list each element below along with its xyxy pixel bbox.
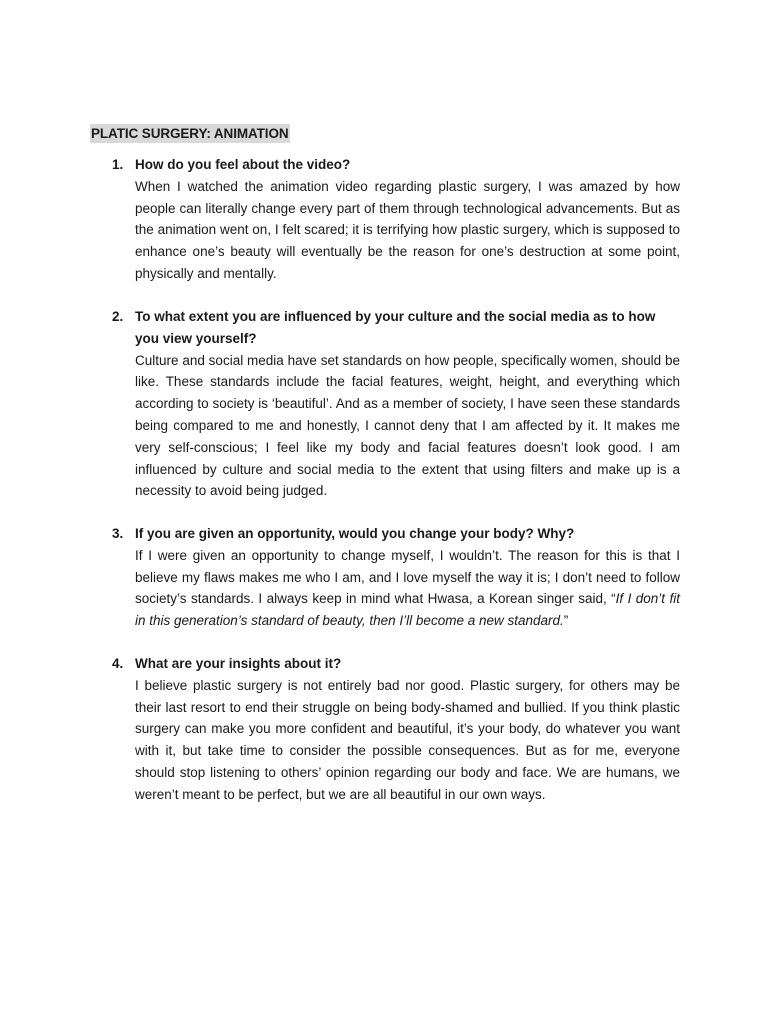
question-number: 4. [112,656,124,671]
answer-text-lead: If I were given an opportunity to change myself, I wouldn’t. The reason for this is that I believe my flaws makes me who I am, and I love myself the way it is; I don’t need to follow society’s standards. I always keep in mind what Hwasa, a Korean singer said, “ [135,547,680,607]
answer-text: I believe plastic surgery is not entirely bad nor good. Plastic surgery, for others may be their last resort to end their struggle on being body-shamed and bullied. If you think plastic surgery can make you more confident and beautiful, it’s your body, do whatever you want with it, but take time to consider the possible consequences. But as for me, everyone should stop listening to others’ opinion regarding our body and face. We are humans, we weren’t meant to be perfect, but we are all beautiful in our own ways. [135,677,680,802]
question-item-1 [108,154,680,285]
document-title: PLATIC SURGERY: ANIMATION [91,126,289,141]
question-text: To what extent you are influenced by your culture and the social media as to how you view yourself? [135,309,656,346]
question-item-3 [108,523,680,632]
question-number: 3. [112,526,124,541]
question-number: 1. [112,157,124,172]
answer-quote: If I don’t fit in this generation’s standard of beauty, then I’ll become a new standard. [135,591,680,629]
question-text: What are your insights about it? [135,656,342,671]
answer-text: Culture and social media have set standards on how people, specifically women, should be like. These standards include the facial features, weight, height, and everything which according to society is ‘beautiful’. And as a member of society, I have seen these standards being compared to me and honestly, I cannot deny that I am affected by it. It makes me very self-conscious; I feel like my body and facial features doesn’t look good. I am influenced by culture and social media to the extent that using filters and make up is a necessity to avoid being judged. [135,352,680,499]
question-text: If you are given an opportunity, would you change your body? Why? [135,526,575,541]
question-item-4 [108,653,680,806]
answer-text [135,545,680,632]
question-text: How do you feel about the video? [135,157,351,172]
question-number: 2. [112,309,124,324]
answer-text: When I watched the animation video regarding plastic surgery, I was amazed by how people can literally change every part of them through technological advancements. But as the animation went on, I felt scared; it is terrifying how plastic surgery, which is supposed to enhance one’s beauty will eventually be the reason for one’s destruction at some point, physically and mentally. [135,178,680,281]
question-item-2 [108,306,680,502]
answer-text-closing: ” [563,613,569,629]
